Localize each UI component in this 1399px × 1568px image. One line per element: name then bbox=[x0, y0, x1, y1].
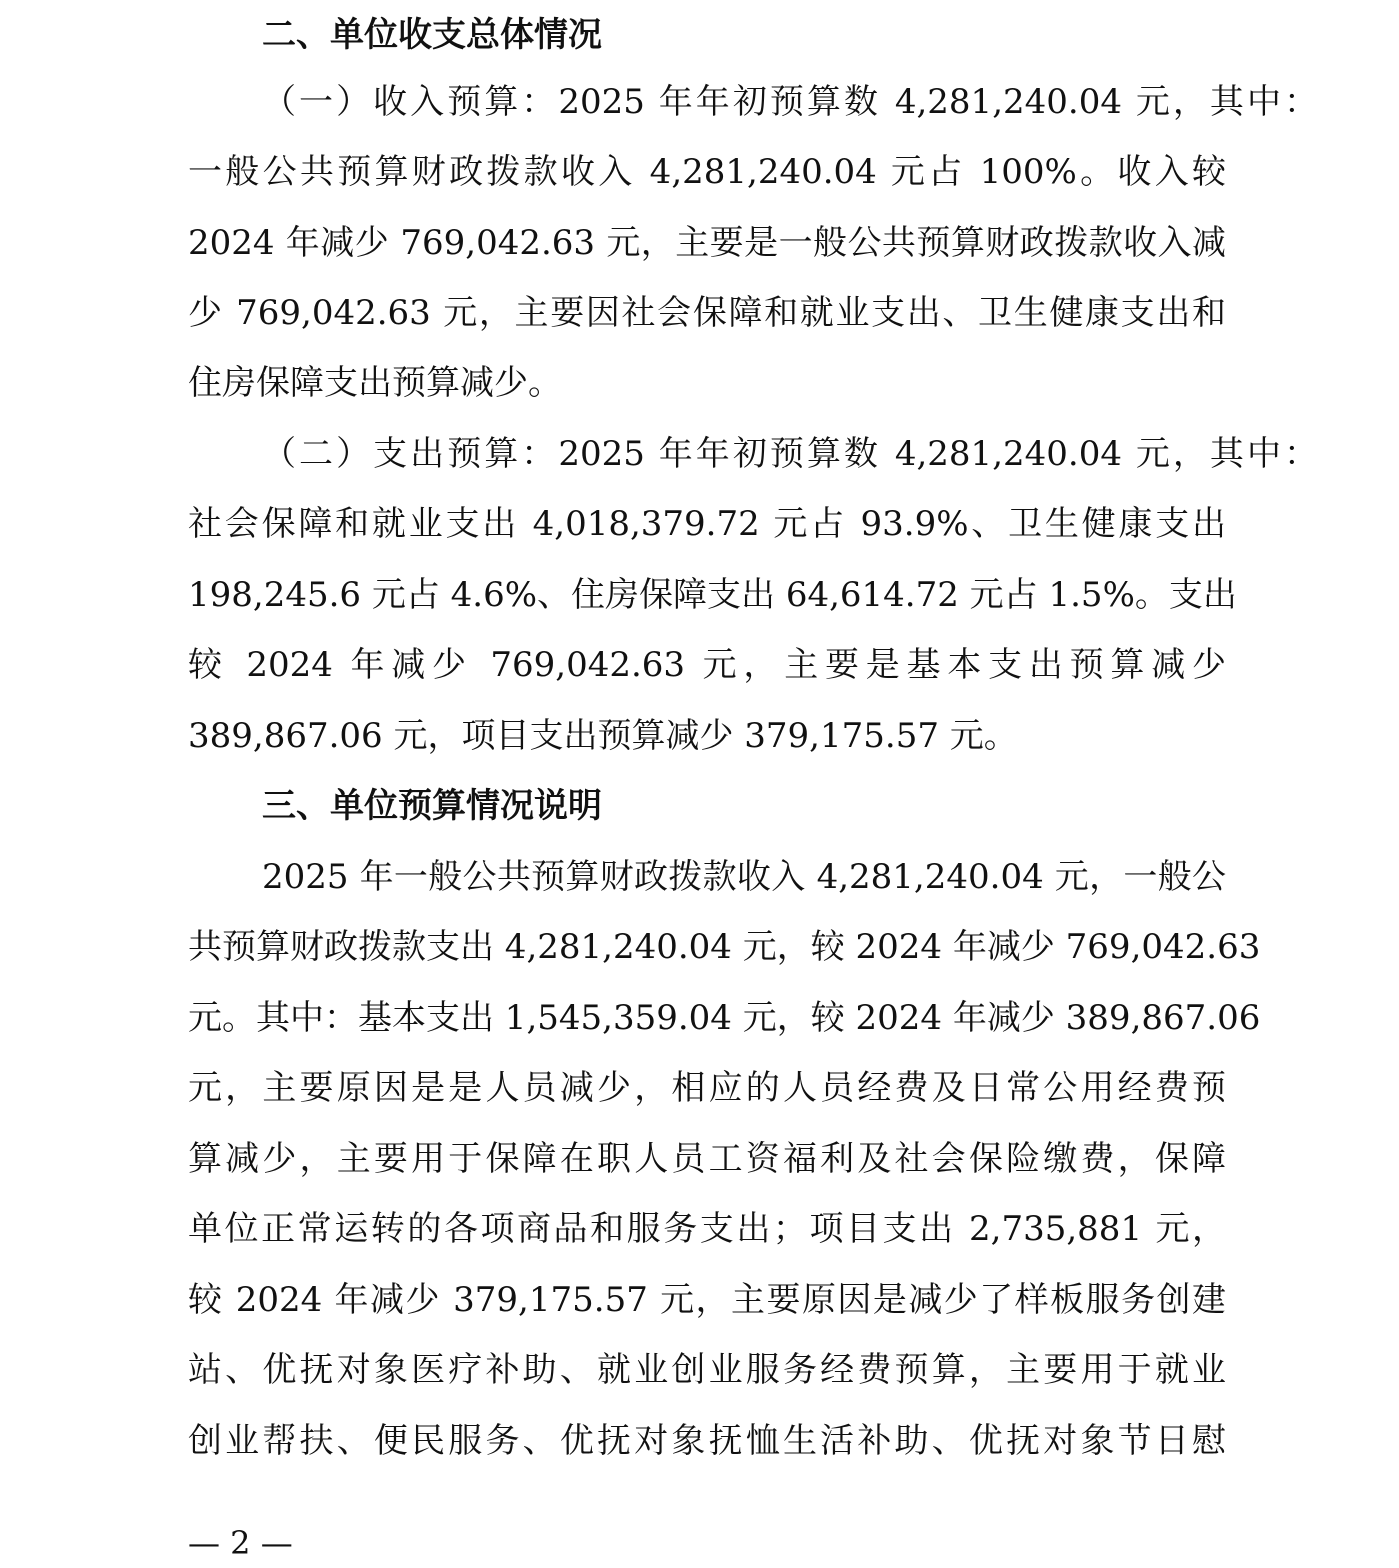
paragraph-line: 住房保障支出预算减少。 bbox=[188, 363, 562, 403]
paragraph-line: 社会保障和就业支出 4,018,379.72 元占 93.9%、卫生健康支出 bbox=[188, 504, 1226, 544]
paragraph-line: 元。其中：基本支出 1,545,359.04 元，较 2024 年减少 389,867.06 bbox=[188, 998, 1261, 1038]
paragraph-line: 一般公共预算财政拨款收入 4,281,240.04 元占 100%。收入较 bbox=[188, 152, 1226, 192]
paragraph-line: 较 2024 年减少 769,042.63 元，主要是基本支出预算减少 bbox=[188, 645, 1226, 685]
paragraph-line: 单位正常运转的各项商品和服务支出；项目支出 2,735,881 元， bbox=[188, 1209, 1226, 1249]
paragraph-line: 较 2024 年减少 379,175.57 元，主要原因是减少了样板服务创建 bbox=[188, 1280, 1226, 1320]
paragraph-line: 少 769,042.63 元，主要因社会保障和就业支出、卫生健康支出和 bbox=[188, 293, 1226, 333]
paragraph-line: 元，主要原因是是人员减少，相应的人员经费及日常公用经费预 bbox=[188, 1068, 1226, 1108]
paragraph-line: 创业帮扶、便民服务、优抚对象抚恤生活补助、优抚对象节日慰 bbox=[188, 1421, 1226, 1461]
paragraph-line: 389,867.06 元，项目支出预算减少 379,175.57 元。 bbox=[188, 716, 1018, 756]
paragraph-line: 2024 年减少 769,042.63 元，主要是一般公共预算财政拨款收入减 bbox=[188, 223, 1226, 263]
paragraph-line: 2025 年一般公共预算财政拨款收入 4,281,240.04 元，一般公 bbox=[262, 857, 1226, 897]
paragraph-line: （二）支出预算：2025 年年初预算数 4,281,240.04 元，其中： bbox=[262, 434, 1318, 474]
paragraph-line: 198,245.6 元占 4.6%、住房保障支出 64,614.72 元占 1.5%。支出 bbox=[188, 575, 1237, 615]
paragraph-line: 共预算财政拨款支出 4,281,240.04 元，较 2024 年减少 769,042.63 bbox=[188, 927, 1261, 967]
section-heading-budget-explanation: 三、单位预算情况说明 bbox=[262, 786, 602, 826]
page-number: — 2 — bbox=[188, 1524, 293, 1562]
section-heading-overall-income-expense: 二、单位收支总体情况 bbox=[262, 15, 602, 55]
paragraph-line: 站、优抚对象医疗补助、就业创业服务经费预算，主要用于就业 bbox=[188, 1350, 1226, 1390]
paragraph-line: 算减少，主要用于保障在职人员工资福利及社会保险缴费，保障 bbox=[188, 1139, 1226, 1179]
paragraph-line: （一）收入预算：2025 年年初预算数 4,281,240.04 元，其中： bbox=[262, 82, 1318, 122]
